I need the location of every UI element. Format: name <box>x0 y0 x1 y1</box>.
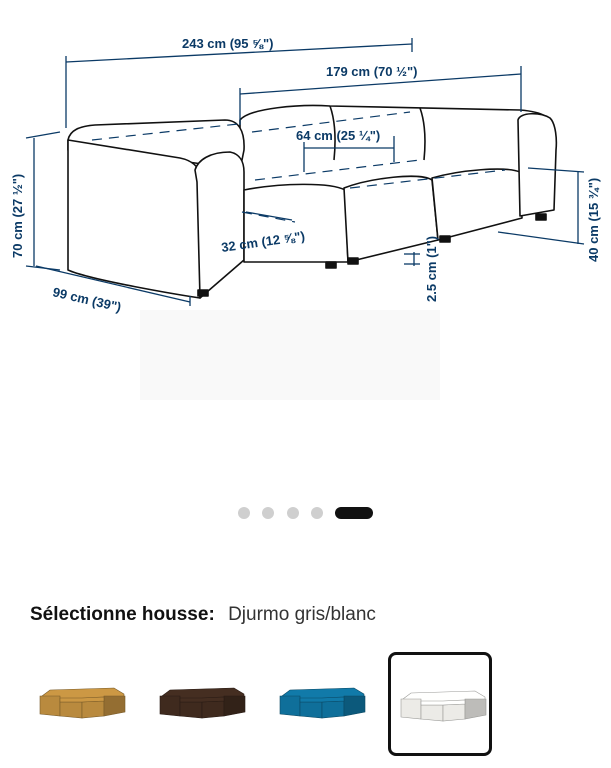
dim-seat-height: 40 cm (15 ¾") <box>586 177 601 262</box>
cover-value: Djurmo gris/blanc <box>228 604 376 625</box>
cover-swatch-1[interactable] <box>30 652 134 756</box>
dim-depth: 99 cm (39") <box>51 284 123 315</box>
carousel-pagination <box>0 506 611 520</box>
cover-swatch-3[interactable] <box>270 652 374 756</box>
carousel-dot-2[interactable] <box>262 507 274 519</box>
sofa-swatch-icon <box>150 652 254 756</box>
dim-seat-width: 179 cm (70 ½") <box>326 64 418 79</box>
dim-total-width: 243 cm (95 ⅝") <box>182 36 274 51</box>
carousel-dot-4[interactable] <box>311 507 323 519</box>
carousel-dot-3[interactable] <box>287 507 299 519</box>
cover-swatch-2[interactable] <box>150 652 254 756</box>
dim-total-height: 70 cm (27 ½") <box>10 173 25 258</box>
carousel-dot-1[interactable] <box>238 507 250 519</box>
cover-swatch-4-selected[interactable] <box>388 652 492 756</box>
sofa-swatch-icon <box>391 655 495 759</box>
cover-selection-row <box>30 604 376 626</box>
dim-cushion-width: 64 cm (25 ¼") <box>296 128 381 143</box>
carousel-dot-5[interactable] <box>335 507 373 519</box>
dim-leg-height: 2.5 cm (1") <box>424 235 439 302</box>
sofa-swatch-icon <box>30 652 134 756</box>
sofa-swatch-icon <box>270 652 374 756</box>
cover-label: Sélectionne housse: <box>30 604 215 625</box>
dim-armrest-width: 32 cm (12 ⅝") <box>220 228 306 255</box>
